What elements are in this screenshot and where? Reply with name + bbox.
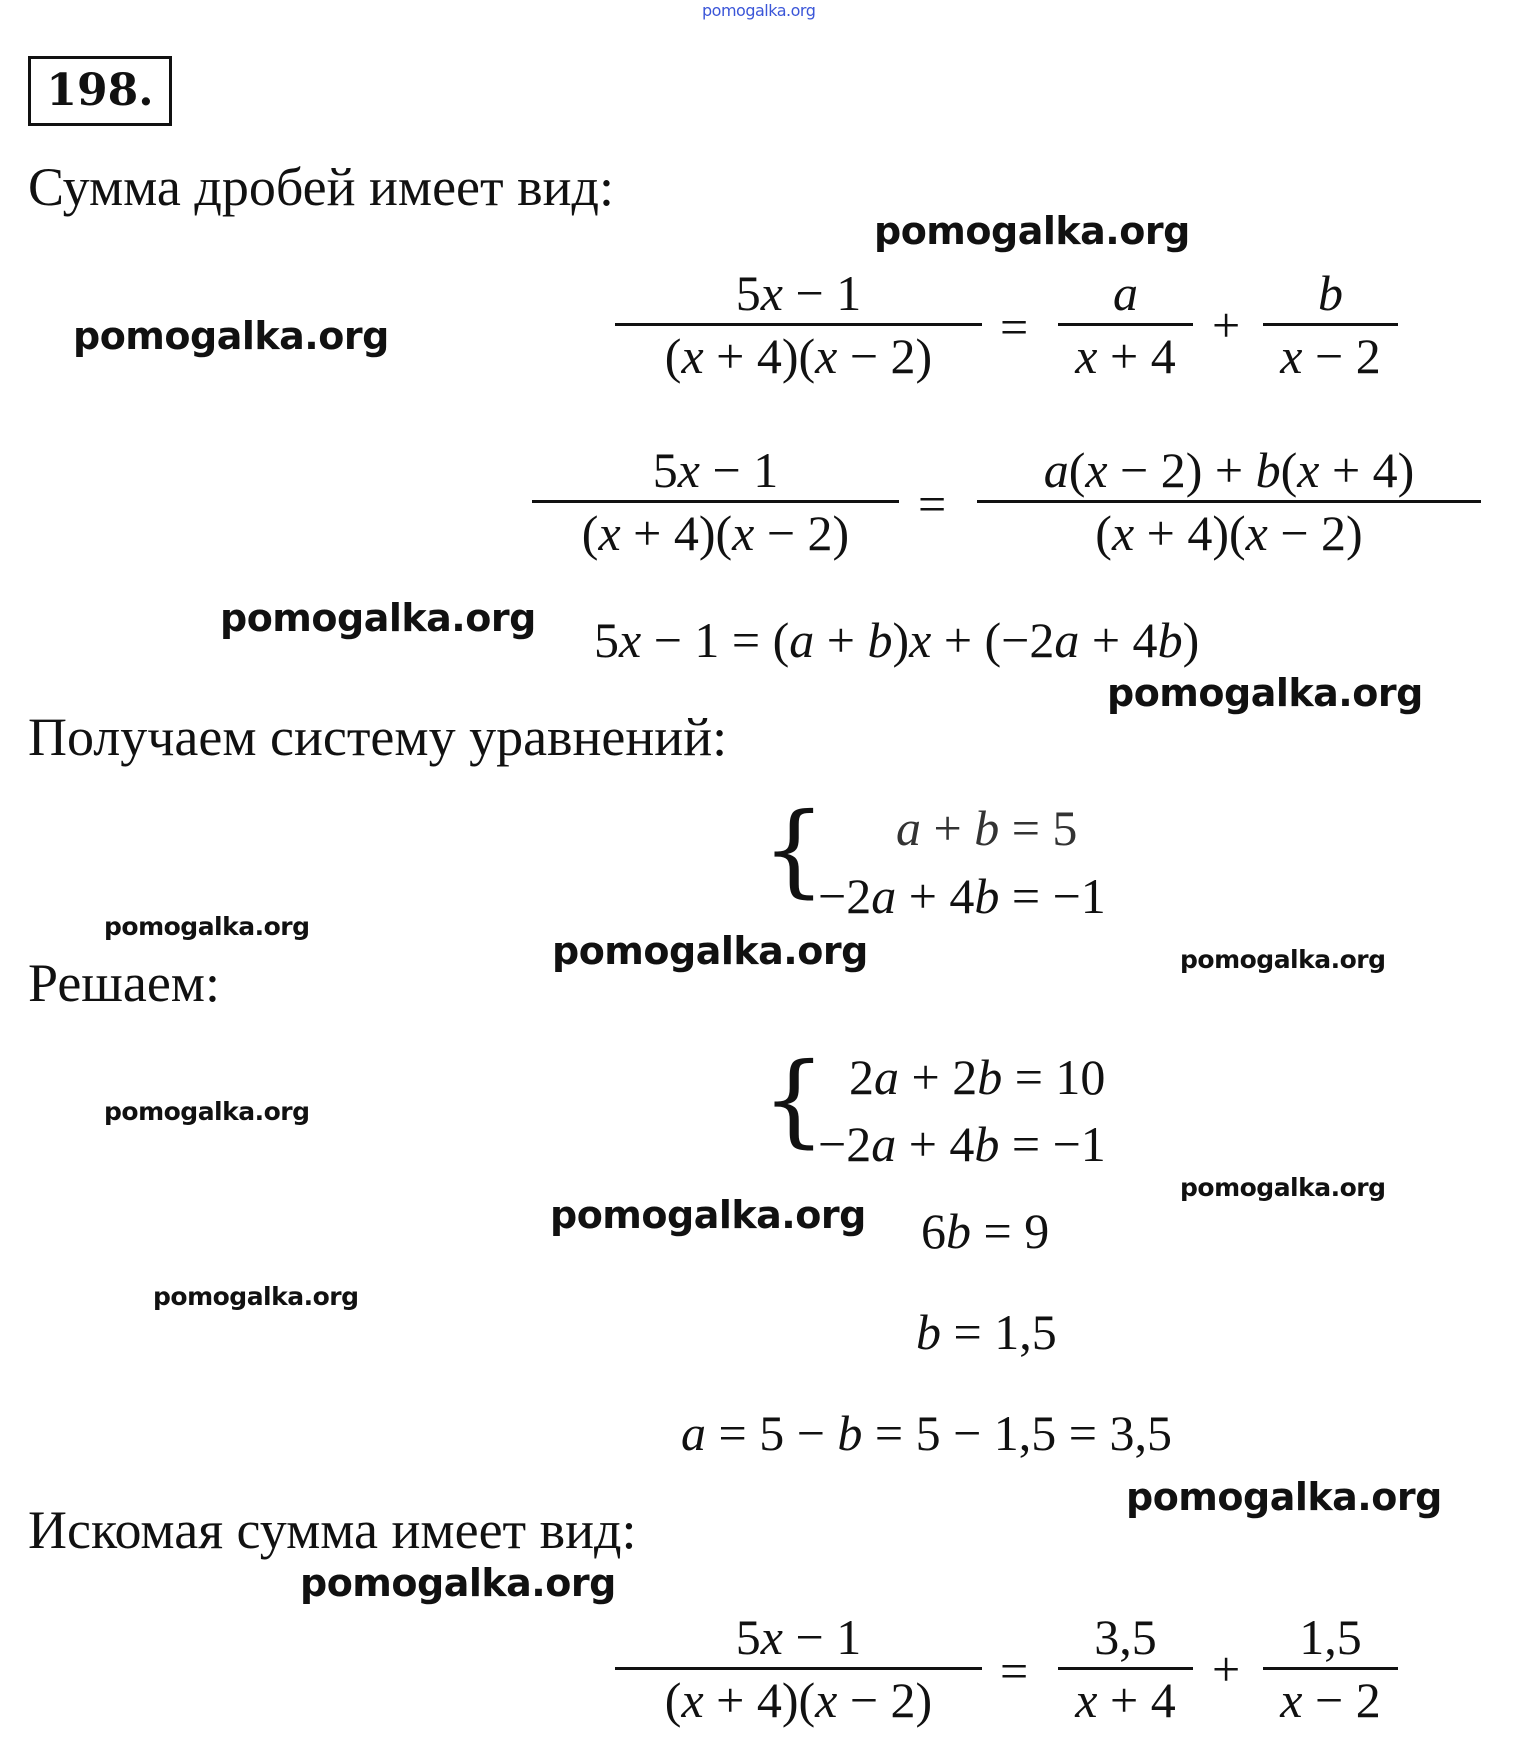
denominator: x − 2 (1280, 328, 1381, 384)
eq1-fraction-b (1263, 263, 1398, 386)
final-fraction-b (1263, 1607, 1398, 1730)
eq1-lhs-fraction (615, 263, 982, 386)
watermark: pomogalka.org (1180, 945, 1386, 974)
watermark: pomogalka.org (1107, 671, 1423, 715)
final-fraction-a (1058, 1607, 1193, 1730)
denominator: (x + 4)(x − 2) (581, 505, 850, 561)
numerator: 1,5 (1299, 1609, 1362, 1665)
step-a: a = 5 − b = 5 − 1,5 = 3,5 (681, 1405, 1173, 1461)
watermark-top: pomogalka.org (702, 1, 816, 20)
intro-text: Сумма дробей имеет вид: (28, 157, 614, 217)
watermark: pomogalka.org (104, 1097, 310, 1126)
watermark: pomogalka.org (874, 209, 1190, 253)
watermark: pomogalka.org (1126, 1475, 1442, 1519)
watermark: pomogalka.org (300, 1561, 616, 1605)
eq1-fraction-a (1058, 263, 1193, 386)
equals-sign: = (918, 476, 947, 532)
result-intro-text: Искомая сумма имеет вид: (28, 1500, 637, 1560)
numerator: 3,5 (1094, 1609, 1157, 1665)
system2-eq2: −2a + 4b = −1 (818, 1116, 1106, 1172)
equals-sign: = (1000, 1643, 1029, 1699)
denominator: (x + 4)(x − 2) (664, 1672, 933, 1728)
watermark: pomogalka.org (552, 929, 868, 973)
denominator: x − 2 (1280, 1672, 1381, 1728)
plus-sign: + (1212, 1641, 1241, 1697)
watermark: pomogalka.org (73, 314, 389, 358)
system-intro-text: Получаем систему уравнений: (28, 707, 728, 767)
denominator: x + 4 (1075, 1672, 1176, 1728)
watermark: pomogalka.org (220, 596, 536, 640)
solve-text: Решаем: (28, 953, 220, 1013)
system2-eq1: 2a + 2b = 10 (849, 1049, 1106, 1105)
denominator: (x + 4)(x − 2) (1095, 505, 1363, 561)
system1-eq2: −2a + 4b = −1 (818, 868, 1106, 924)
watermark: pomogalka.org (104, 912, 310, 941)
step-6b: 6b = 9 (921, 1203, 1050, 1259)
plus-sign: + (1212, 297, 1241, 353)
watermark: pomogalka.org (153, 1282, 359, 1311)
watermark: pomogalka.org (1180, 1173, 1386, 1202)
step-b: b = 1,5 (916, 1304, 1057, 1360)
eq2-rhs-fraction (977, 440, 1481, 563)
eq3: 5x − 1 = (a + b)x + (−2a + 4b) (594, 612, 1200, 668)
system2-brace: { (762, 1041, 826, 1158)
system1-brace: { (762, 791, 826, 908)
numerator: 5x − 1 (735, 265, 862, 321)
equals-sign: = (1000, 299, 1029, 355)
denominator: x + 4 (1075, 328, 1176, 384)
numerator: a (1113, 265, 1138, 321)
problem-number: 198. (28, 56, 172, 126)
numerator: 5x − 1 (652, 442, 779, 498)
numerator: a(x − 2) + b(x + 4) (1043, 442, 1415, 498)
system1-eq1: a + b = 5 (896, 800, 1078, 856)
numerator: 5x − 1 (735, 1609, 862, 1665)
denominator: (x + 4)(x − 2) (664, 328, 933, 384)
numerator: b (1318, 265, 1343, 321)
eq2-lhs-fraction (532, 440, 899, 563)
watermark: pomogalka.org (550, 1193, 866, 1237)
final-lhs-fraction (615, 1607, 982, 1730)
